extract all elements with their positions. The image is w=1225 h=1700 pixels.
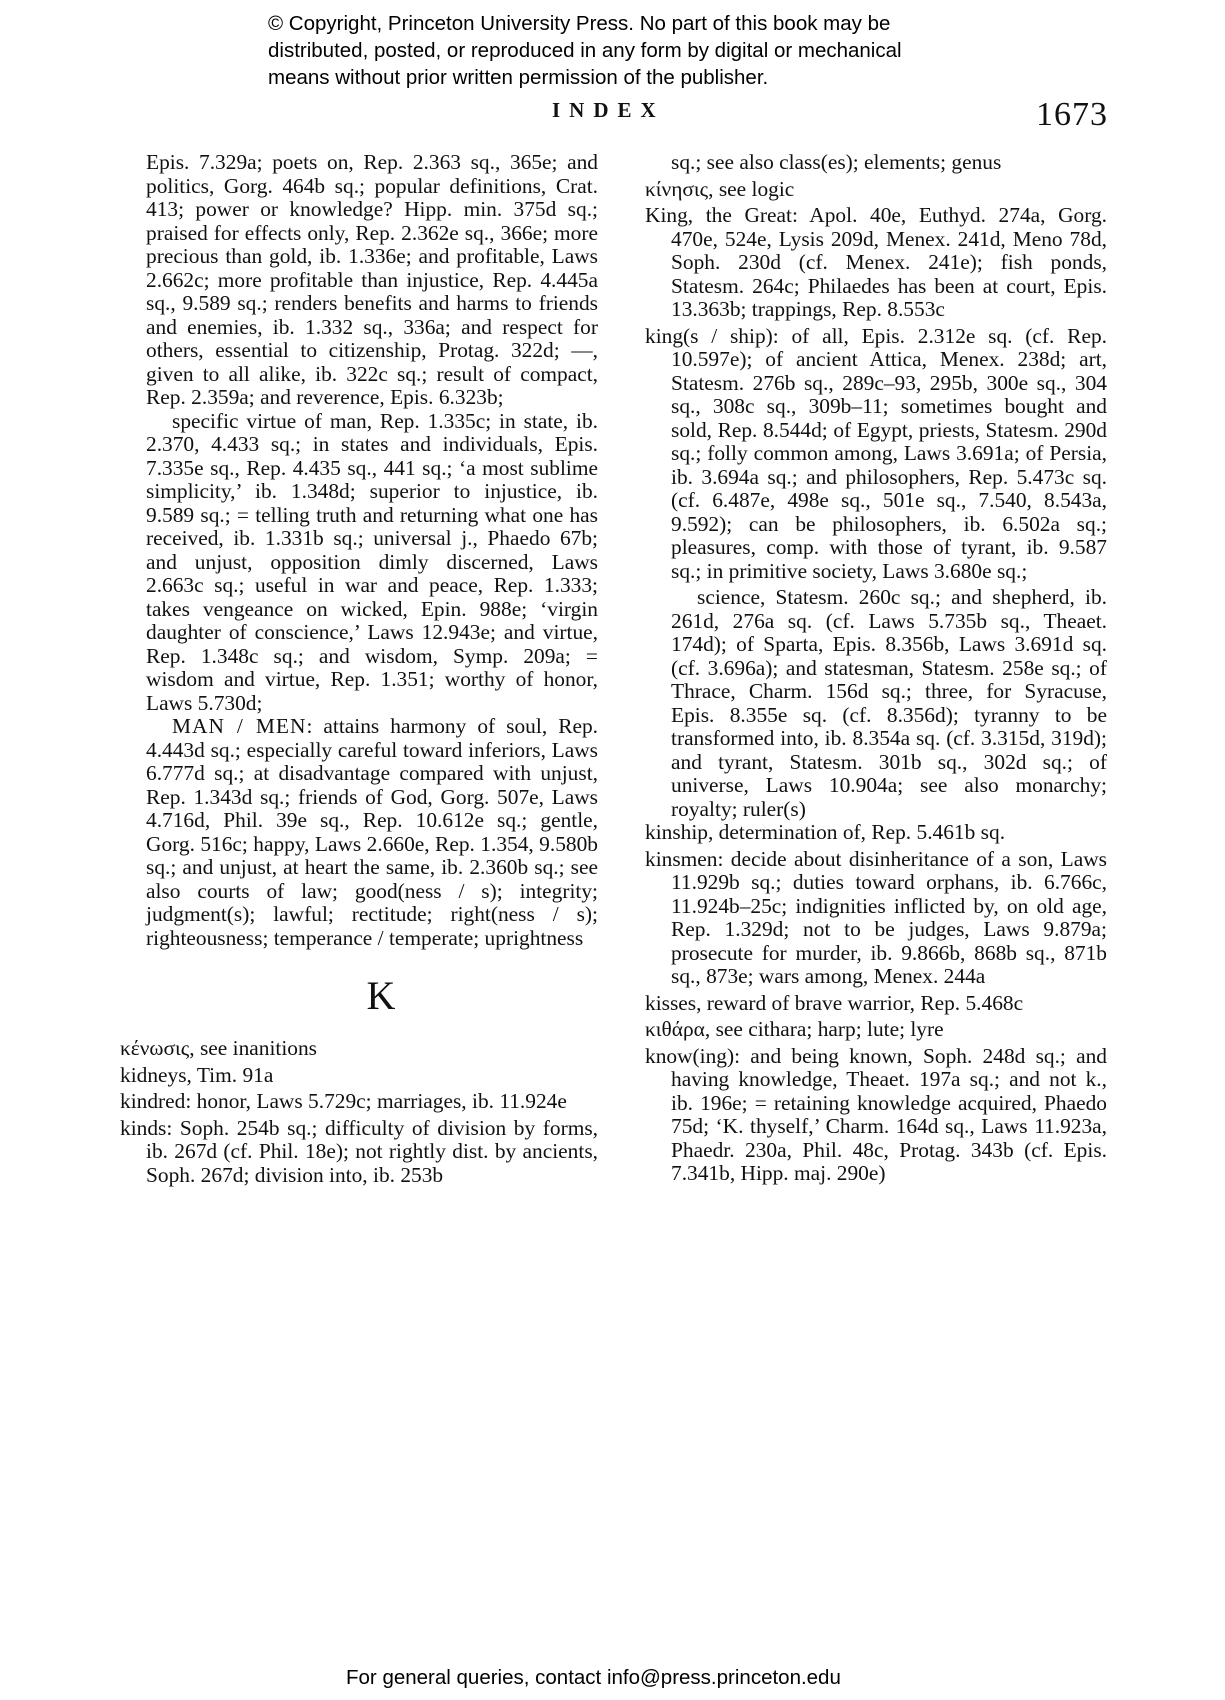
index-entry-kinesis: κίνησις, see logic: [645, 176, 795, 201]
index-entry-kinds: kinds: Soph. 254b sq.; difficulty of division by forms, ib. 267d (cf. Phil. 18e); not rightly dist. by ancients, Soph. 267d; division into, ib. 253b: [120, 1115, 598, 1187]
footer-contact: For general queries, contact info@press.princeton.edu: [346, 1666, 841, 1689]
index-entry-justice-continued: Epis. 7.329a; poets on, Rep. 2.363 sq., 365e; and politics, Gorg. 464b sq.; popular definitions, Crat. 413; power or knowledge? Hipp. min. 375d sq.; praised for effects only, Rep. 2.362e sq., 366e; more precious than gold, ib. 1.336e; and profitable, Laws 2.662c; more profitable than injustice, Rep. 4.445a sq., 9.589 sq.; renders benefits and harms to friends and enemies, ib. 1.332 sq., 336a; and respect for others, essential to citizenship, Protag. 322d; —, given to all alike, ib. 322c sq.; result of compact, Rep. 2.359a; and reverence, Epis. 6.323b;: [146, 150, 598, 409]
index-entry-kinship: kinship, determination of, Rep. 5.461b sq.: [645, 820, 1006, 844]
copyright-notice: [268, 10, 988, 91]
running-head: INDEX: [552, 98, 665, 122]
index-entry-kindred: kindred: honor, Laws 5.729c; marriages, ib. 11.924e: [120, 1089, 567, 1113]
left-column: [120, 151, 598, 1190]
index-entry-kinsmen: kinsmen: decide about disinheritance of a son, Laws 11.929b sq.; duties toward orphans, ib. 6.766c, 11.924b–25c; indignities inflicted by, on old age, Rep. 1.329d; not to be judges, Laws 9.879a; prosecute for murder, ib. 9.866b, 868b sq., 871b sq., 873e; wars among, Menex. 244a: [645, 846, 1107, 988]
index-entry-kithara: κιθάρα, see cithara; harp; lute; lyre: [645, 1017, 944, 1041]
subentry-text: : attains harmony of soul, Rep. 4.443d sq.; especially careful toward inferiors, Laws 6.777d sq.; at disadvantage compared with unjust, Rep. 1.343d sq.; friends of God, Gorg. 507e, Laws 4.716d, Phil. 39e sq., Rep. 10.612e sq.; gentle, Gorg. 516c; happy, Laws 2.660e, Rep. 1.354, 9.580b sq.; and unjust, at heart the same, ib. 2.360b sq.; see also courts of law; good(ness / s); integrity; judgment(s); lawful; rectitude; right(ness / s); righteousness; temperance / temperate; uprightness: [146, 714, 598, 950]
copyright-line-1: © Copyright, Princeton University Press. No part of this book may be: [268, 12, 891, 35]
index-entry-king-the-great: King, the Great: Apol. 40e, Euthyd. 274a, Gorg. 470e, 524e, Lysis 209d, Menex. 241d, Meno 78d, Soph. 230d (cf. Menex. 241e); fish ponds, Statesm. 264c; Philaedes has been at court, Epis. 13.363b; trappings, Rep. 8.553c: [645, 203, 1107, 321]
index-subentry-specific-virtue: specific virtue of man, Rep. 1.335c; in state, ib. 2.370, 4.433 sq.; in states and individuals, Epis. 7.335e sq., Rep. 4.435 sq., 441 sq.; ‘a most sublime simplicity,’ ib. 1.348d; superior to injustice, ib. 9.589 sq.; = telling truth and returning what one has received, ib. 1.331b sq.; universal j., Phaedo 67b; and unjust, opposition dimly discerned, Laws 2.663c sq.; useful in war and peace, Rep. 1.333; takes vengeance on wicked, Epin. 988e; ‘virgin daughter of conscience,’ Laws 12.943e; and virtue, Rep. 1.348c sq.; and wisdom, Symp. 209a; = wisdom and virtue, Rep. 1.351; worthy of honor, Laws 5.730d;: [146, 408, 598, 715]
index-subentry-science: science, Statesm. 260c sq.; and shepherd, ib. 261d, 276a sq. (cf. Laws 5.735b sq., Theaet. 174d); of Sparta, Epis. 8.356b, Laws 3.691d sq. (cf. 3.696a); and statesman, Statesm. 258e sq.; of Thrace, Charm. 156d sq.; three, for Syracuse, Epis. 8.355e sq. (cf. 8.356d); tyranny to be transformed into, ib. 8.354a sq. (cf. 3.315d, 319d); and tyrant, Statesm. 301b sq., 302d sq.; of universe, Laws 10.904a; see also monarchy; royalty; ruler(s): [671, 585, 1107, 821]
index-entry-kisses: kisses, reward of brave warrior, Rep. 5.468c: [645, 990, 1024, 1015]
subentry-heading: MAN / MEN: [172, 714, 307, 738]
copyright-line-3: means without prior written permission of the publisher.: [268, 66, 769, 89]
index-entry-knowing: know(ing): and being known, Soph. 248d sq.; and having knowledge, Theaet. 197a sq.; and not k., ib. 196e; = retaining knowledge acquired, Phaedo 75d; ‘K. thyself,’ Charm. 164d sq., Laws 11.923a, Phaedr. 230a, Phil. 48c, Protag. 343b (cf. Epis. 7.341b, Hipp. maj. 290e): [645, 1043, 1107, 1185]
index-entry-kinds-continued: sq.; see also class(es); elements; genus: [671, 150, 1002, 174]
index-subentry-man-men: [120, 715, 598, 950]
right-column: [645, 151, 1107, 1189]
copyright-line-2: distributed, posted, or reproduced in any form by digital or mechanical: [268, 39, 902, 62]
index-entry-kingship: king(s / ship): of all, Epis. 2.312e sq. (cf. Rep. 10.597e); of ancient Attica, Menex. 238d; art, Statesm. 276b sq., 289c–93, 295b, 300e sq., 304 sq., 308c sq., 309b–11; sometimes bought and sold, Rep. 8.544d; of Egypt, priests, Statesm. 290d sq.; folly common among, Laws 3.691a; of Persia, ib. 3.694a sq.; and philosophers, Rep. 5.473c sq. (cf. 6.487e, 498e sq., 501e sq., 7.540, 8.543a, 9.592); can be philosophers, ib. 6.502a sq.; pleasures, comp. with those of tyrant, ib. 9.587 sq.; in primitive society, Laws 3.680e sq.;: [645, 323, 1107, 583]
page-number: 1673: [1036, 96, 1108, 133]
index-entry-kidneys: kidneys, Tim. 91a: [120, 1062, 274, 1087]
section-letter: K: [366, 973, 396, 1018]
index-entry-kenosis: κένωσις, see inanitions: [120, 1036, 317, 1060]
